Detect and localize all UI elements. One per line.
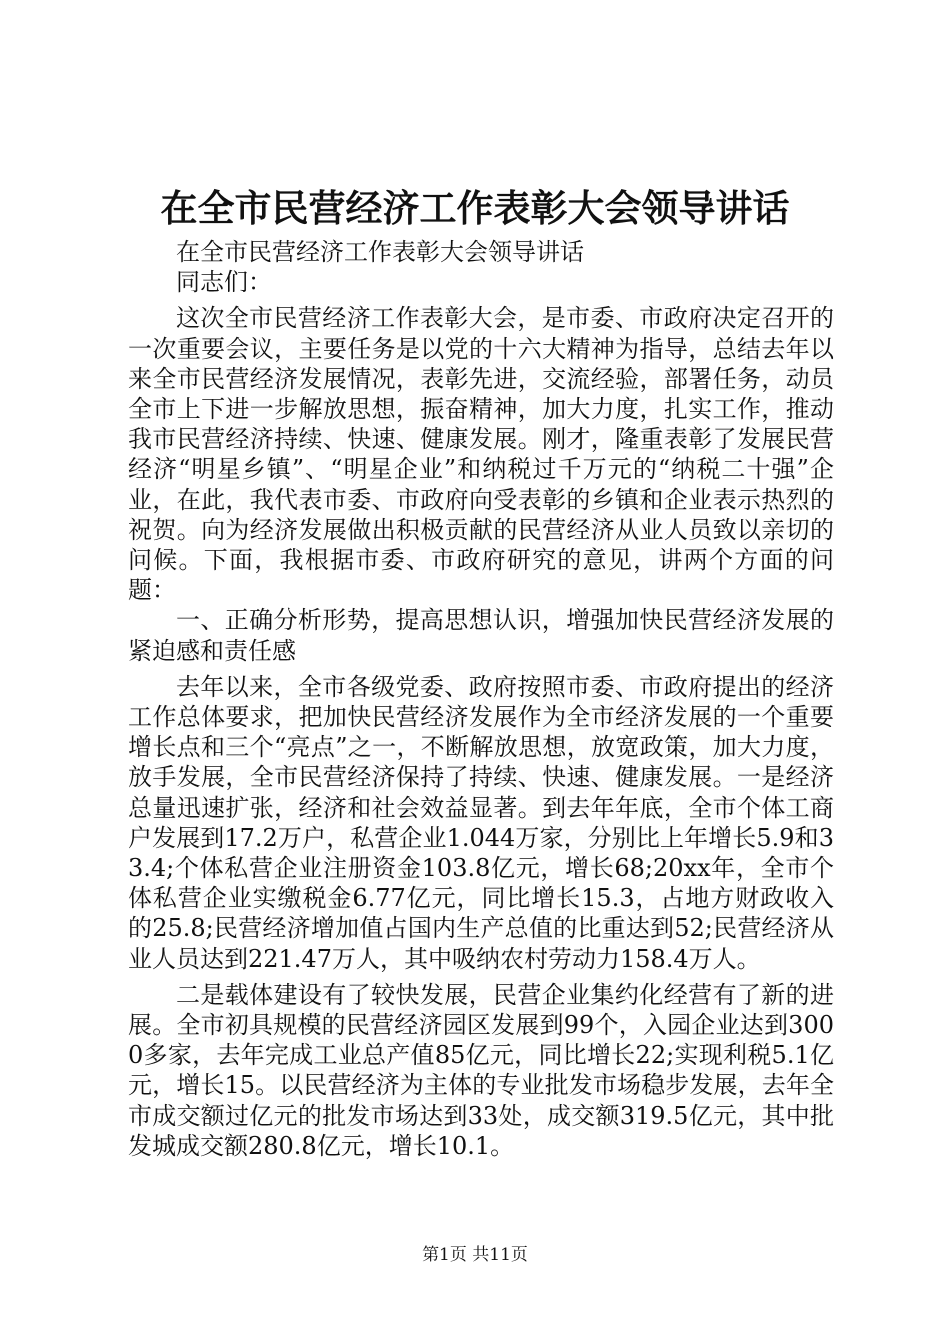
body-paragraph: 去年以来，全市各级党委、政府按照市委、市政府提出的经济工作总体要求，把加快民营经济发展作为全市经济发展的一个重要增长点和三个“亮点”之一，不断解放思想，放宽政策，加大力度，放手发展，全市民营经济保持了持续、快速、健康发展。一是经济总量迅速扩张，经济和社会效益显著。到去年年底，全市个体工商户发展到17.2万户，私营企业1.044万家，分别比上年增长5.9和33.4;个体私营企业注册资金103.8亿元，增长68;20xx年，全市个体私营企业实缴税金6.77亿元，同比增长15.3，占地方财政收入的25.8;民营经济增加值占国内生产总值的比重达到52;民营经济从业人员达到221.47万人，其中吸纳农村劳动力158.4万人。 [128,672,834,973]
body-paragraph: 这次全市民营经济工作表彰大会，是市委、市政府决定召开的一次重要会议，主要任务是以党的十六大精神为指导，总结去年以来全市民营经济发展情况，表彰先进，交流经验，部署任务，动员全市上下进一步解放思想，振奋精神，加大力度，扎实工作，推动我市民营经济持续、快速、健康发展。刚才，隆重表彰了发展民营经济“明星乡镇”、“明星企业”和纳税过千万元的“纳税二十强”企业，在此，我代表市委、市政府向受表彰的乡镇和企业表示热烈的祝贺。向为经济发展做出积极贡献的民营经济从业人员致以亲切的问候。下面，我根据市委、市政府研究的意见，讲两个方面的问题： [128,304,834,605]
subtitle-paragraph: 在全市民营经济工作表彰大会领导讲话 [176,238,584,266]
page-footer: 第1页 共11页 [422,1245,528,1265]
section-heading: 一、正确分析形势，提高思想认识，增强加快民营经济发展的紧迫感和责任感 [128,606,834,665]
document-body [128,237,834,1161]
salutation-paragraph: 同志们： [176,268,272,297]
body-paragraph: 二是载体建设有了较快发展，民营企业集约化经营有了新的进展。全市初具规模的民营经济园区发展到99个，入园企业达到3000多家，去年完成工业总产值85亿元，同比增长22;实现利税5.1亿元，增长15。以民营经济为主体的专业批发市场稳步发展，去年全市成交额过亿元的批发市场达到33处，成交额319.5亿元，其中批发城成交额280.8亿元，增长10.1。 [128,980,834,1160]
document-title: 在全市民营经济工作表彰大会领导讲话 [160,186,790,230]
